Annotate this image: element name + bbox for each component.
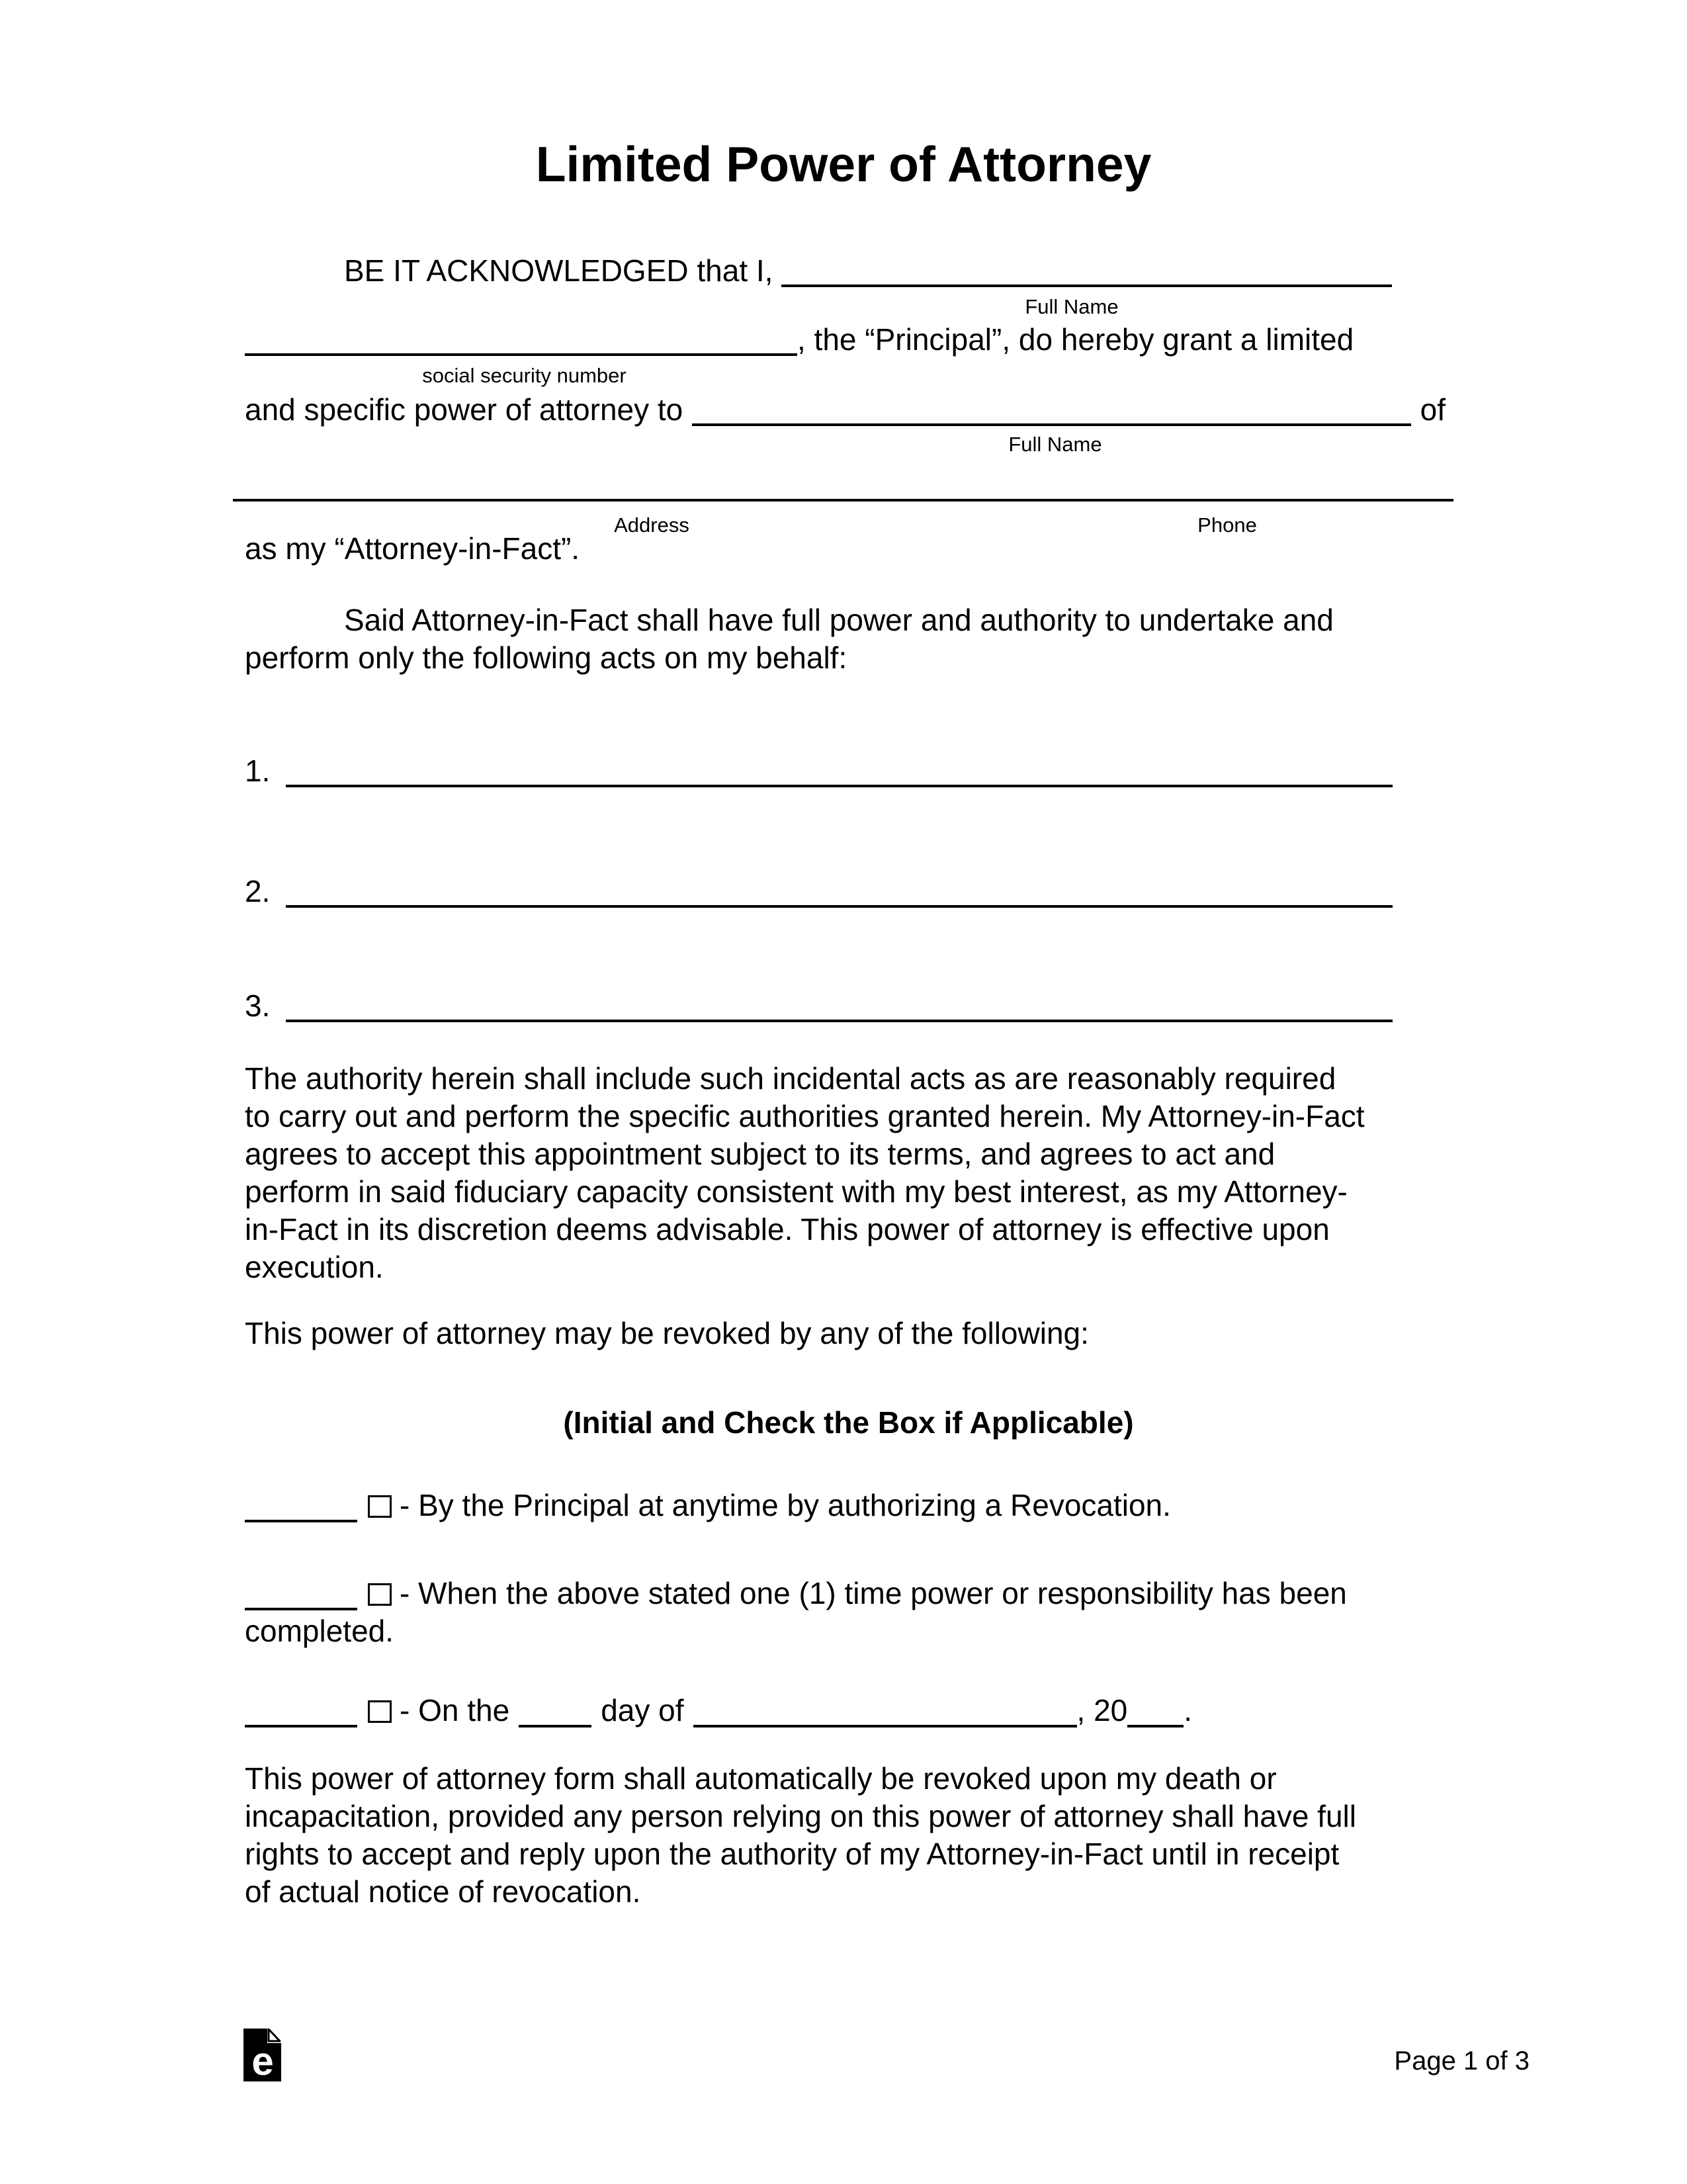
authority-intro-paragraph	[245, 601, 1502, 677]
acknowledgment-line-3	[245, 393, 1446, 426]
act-number: 3.	[245, 988, 271, 1023]
attorney-in-fact-line	[245, 532, 580, 565]
month-blank[interactable]	[693, 1725, 1077, 1727]
acknowledgment-line-1	[245, 254, 1392, 287]
option-2-continuation: completed.	[245, 1614, 394, 1648]
option-1-text: - By the Principal at anytime by authorizing a Revocation.	[400, 1488, 1171, 1522]
paragraph-line: incapacitation, provided any person relying on this power of attorney shall have full	[245, 1799, 1356, 1833]
option-3-year-text: , 20	[1076, 1693, 1128, 1727]
grant-clause-text: and specific power of attorney to	[245, 392, 683, 427]
paragraph-line: rights to accept and reply upon the authority of my Attorney-in-Fact until in receipt	[245, 1837, 1340, 1871]
of-text: of	[1420, 392, 1446, 427]
initials-blank-2[interactable]	[245, 1608, 357, 1610]
year-blank[interactable]	[1127, 1725, 1184, 1727]
option-line	[245, 1692, 1502, 1729]
option-3-day-of-text: day of	[601, 1693, 684, 1727]
initials-blank-3[interactable]	[245, 1725, 357, 1727]
eforms-logo-icon	[243, 2029, 281, 2081]
page-title: Limited Power of Attorney	[535, 136, 1152, 192]
revocation-checkbox-2[interactable]	[368, 1583, 392, 1606]
acknowledgment-line-2	[245, 323, 1462, 356]
full-name-caption-1: Full Name	[1025, 295, 1119, 318]
act-row-1	[245, 754, 1393, 787]
revocation-checkbox-3[interactable]	[368, 1700, 392, 1723]
principal-full-name-blank[interactable]	[781, 284, 1392, 287]
logo-letter: e	[251, 2039, 274, 2081]
revocation-checkbox-1[interactable]	[368, 1495, 392, 1518]
paragraph-line: This power of attorney may be revoked by any of the following:	[245, 1316, 1089, 1350]
principal-clause-text: , the “Principal”, do hereby grant a limited	[797, 322, 1354, 357]
act-row-2	[245, 875, 1393, 908]
paragraph-line: The authority herein shall include such incidental acts as are reasonably required	[245, 1061, 1336, 1096]
paragraph-line: perform only the following acts on my behalf:	[245, 640, 847, 675]
option-line	[245, 1487, 1502, 1524]
paragraph-line: to carry out and perform the specific authorities granted herein. My Attorney-in-Fact	[245, 1099, 1365, 1133]
authority-clause-paragraph	[245, 1060, 1502, 1286]
revocation-option-1	[245, 1487, 1502, 1524]
paragraph-line: of actual notice of revocation.	[245, 1874, 641, 1909]
option-3-period-text: .	[1184, 1693, 1193, 1727]
paragraph-line: in-Fact in its discretion deems advisable. This power of attorney is effective upon	[245, 1212, 1330, 1246]
act-2-blank[interactable]	[286, 905, 1393, 908]
page-number: Page 1 of 3	[1394, 2046, 1530, 2075]
address-caption: Address	[614, 513, 689, 537]
revocation-option-3	[245, 1692, 1502, 1729]
attorney-in-fact-text: as my “Attorney-in-Fact”.	[245, 531, 580, 566]
act-number: 1.	[245, 754, 271, 788]
option-line	[245, 1575, 1502, 1612]
full-name-caption-2: Full Name	[1008, 433, 1102, 456]
act-1-blank[interactable]	[286, 785, 1393, 787]
ssn-blank[interactable]	[245, 353, 797, 356]
phone-caption: Phone	[1197, 513, 1257, 537]
day-blank[interactable]	[519, 1725, 591, 1727]
initials-blank-1[interactable]	[245, 1520, 357, 1522]
option-3-prefix-text: - On the	[400, 1693, 510, 1727]
revocation-option-2	[245, 1575, 1502, 1650]
attorney-full-name-blank[interactable]	[692, 423, 1410, 426]
act-3-blank[interactable]	[286, 1020, 1393, 1022]
address-phone-blank[interactable]	[233, 499, 1453, 502]
revocation-heading: (Initial and Check the Box if Applicable)	[563, 1405, 1134, 1440]
termination-paragraph	[245, 1760, 1502, 1911]
paragraph-line: execution.	[245, 1250, 384, 1284]
paragraph-line: perform in said fiduciary capacity consistent with my best interest, as my Attorney-	[245, 1174, 1348, 1209]
paragraph-line: Said Attorney-in-Fact shall have full power and authority to undertake and	[344, 603, 1334, 637]
acknowledgment-text: BE IT ACKNOWLEDGED that I,	[344, 253, 782, 288]
act-row-3	[245, 989, 1393, 1022]
act-number: 2.	[245, 874, 271, 908]
option-2-text: - When the above stated one (1) time power or responsibility has been	[400, 1576, 1347, 1610]
paragraph-line: agrees to accept this appointment subject to its terms, and agrees to act and	[245, 1137, 1276, 1171]
paragraph-line: This power of attorney form shall automatically be revoked upon my death or	[245, 1761, 1277, 1796]
revocation-intro-paragraph	[245, 1315, 1502, 1352]
ssn-caption: social security number	[422, 364, 627, 387]
